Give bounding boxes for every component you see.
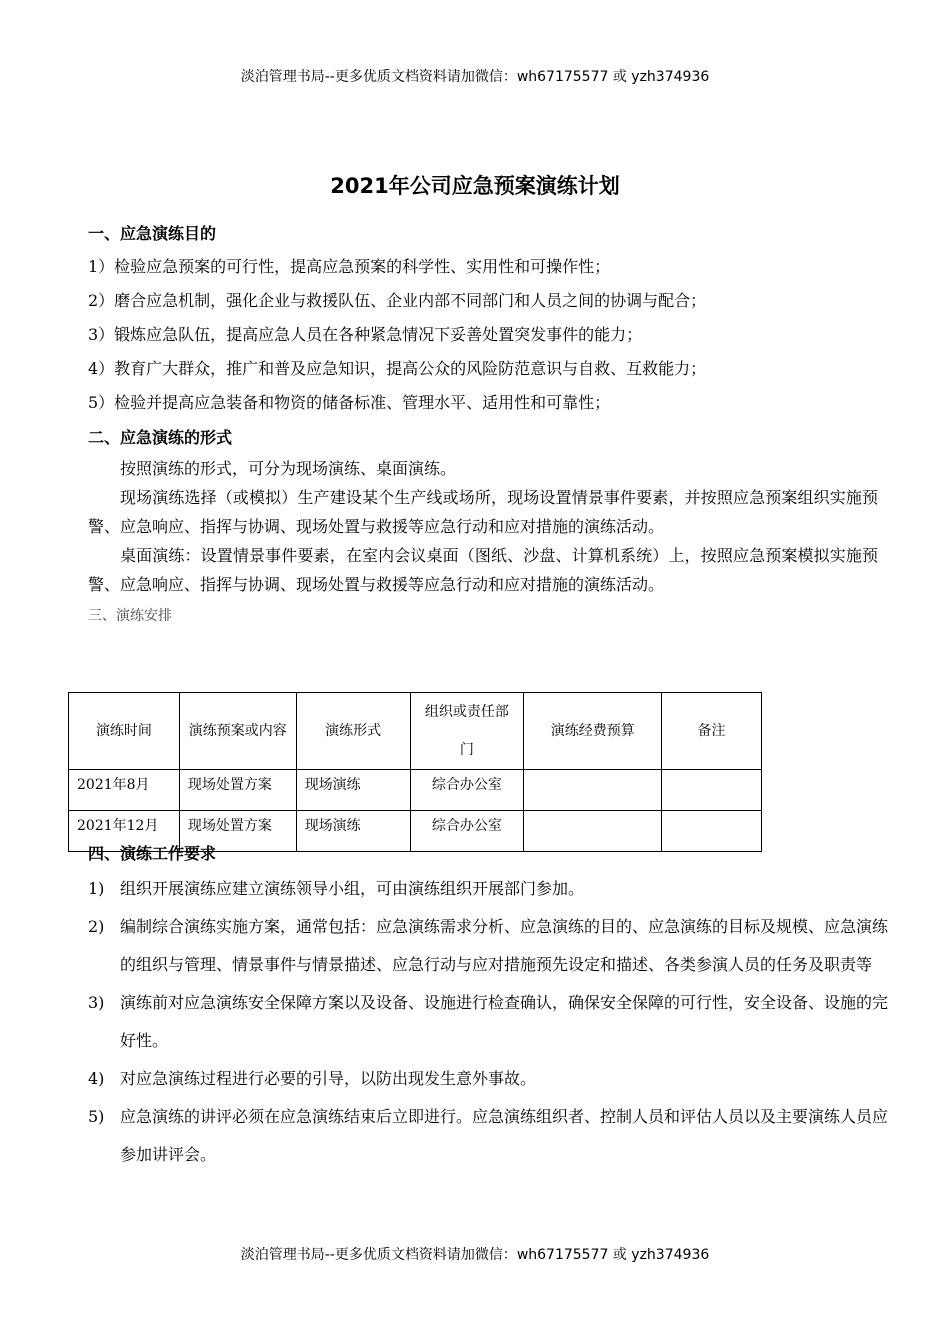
requirement-item <box>88 984 888 1060</box>
form-paragraph: 按照演练的形式，可分为现场演练、桌面演练。 <box>120 459 457 478</box>
table-cell: 现场处置方案 <box>179 770 296 811</box>
requirement-item <box>88 908 888 984</box>
table-cell <box>662 770 762 811</box>
section4-heading: 四、演练工作要求 <box>88 844 217 863</box>
requirement-item <box>88 1060 888 1098</box>
form-paragraph: 桌面演练：设置情景事件要素，在室内会议桌面（图纸、沙盘、计算机系统）上，按照应急预案模拟实施预警、应急响应、指挥与协调、现场处置与救援等应急行动和应对措施的演练活动。 <box>88 546 878 594</box>
section2-heading: 二、应急演练的形式 <box>88 428 233 447</box>
table-cell: 现场处置方案 <box>179 811 296 852</box>
arrangement-table <box>68 692 762 852</box>
requirement-number: 1) <box>88 879 105 898</box>
page-header: 淡泊管理书局--更多优质文档资料请加微信：wh67175577 或 yzh374936 <box>240 69 710 85</box>
page-footer: 淡泊管理书局--更多优质文档资料请加微信：wh67175577 或 yzh374936 <box>240 1247 710 1263</box>
requirements-section <box>88 838 888 1174</box>
section1-heading: 一、应急演练目的 <box>88 224 217 243</box>
table-header-cell: 演练时间 <box>69 693 180 770</box>
table-cell: 2021年8月 <box>69 770 180 811</box>
requirement-number: 2) <box>88 917 105 936</box>
table-header-cell: 组织或责任部门 <box>410 693 524 770</box>
table-cell: 综合办公室 <box>410 770 524 811</box>
table-cell: 综合办公室 <box>410 811 524 852</box>
purpose-item: 5）检验并提高应急装备和物资的储备标准、管理水平、适用性和可靠性； <box>88 393 611 412</box>
table-row <box>69 770 762 811</box>
purpose-item: 3）锻炼应急队伍，提高应急人员在各种紧急情况下妥善处置突发事件的能力； <box>88 325 643 344</box>
table-cell: 2021年12月 <box>69 811 180 852</box>
table-header-cell: 演练形式 <box>296 693 410 770</box>
table-header-cell: 演练预案或内容 <box>179 693 296 770</box>
requirement-item <box>88 870 888 908</box>
purpose-item: 2）磨合应急机制，强化企业与救援队伍、企业内部不同部门和人员之间的协调与配合； <box>88 291 707 310</box>
requirement-number: 5) <box>88 1107 105 1126</box>
document-body <box>88 218 878 631</box>
requirement-number: 3) <box>88 993 105 1012</box>
table-header-cell: 备注 <box>662 693 762 770</box>
table-header-cell: 演练经费预算 <box>524 693 662 770</box>
requirement-text: 演练前对应急演练安全保障方案以及设备、设施进行检查确认，确保安全保障的可行性，安全设备、设施的完好性。 <box>120 993 889 1050</box>
form-paragraph: 现场演练选择（或模拟）生产建设某个生产线或场所，现场设置情景事件要素，并按照应急预案组织实施预警、应急响应、指挥与协调、现场处置与救援等应急行动和应对措施的演练活动。 <box>88 488 878 536</box>
table-header-row <box>69 693 762 770</box>
document-title: 2021年公司应急预案演练计划 <box>330 174 620 198</box>
requirement-text: 应急演练的讲评必须在应急演练结束后立即进行。应急演练组织者、控制人员和评估人员以及主要演练人员应参加讲评会。 <box>120 1107 889 1164</box>
purpose-item: 4）教育广大群众，推广和普及应急知识，提高公众的风险防范意识与自救、互救能力； <box>88 359 707 378</box>
table-cell: 现场演练 <box>296 811 410 852</box>
requirement-item <box>88 1098 888 1174</box>
requirement-number: 4) <box>88 1069 105 1088</box>
requirement-text: 对应急演练过程进行必要的引导，以防出现发生意外事故。 <box>120 1069 537 1088</box>
table-cell <box>524 770 662 811</box>
requirement-text: 编制综合演练实施方案，通常包括：应急演练需求分析、应急演练的目的、应急演练的目标及规模、应急演练的组织与管理、情景事件与情景描述、应急行动与应对措施预先设定和描述、各类参演人员的任务及职责等 <box>120 917 889 974</box>
table-cell: 现场演练 <box>296 770 410 811</box>
requirement-text: 组织开展演练应建立演练领导小组，可由演练组织开展部门参加。 <box>120 879 585 898</box>
purpose-item: 1）检验应急预案的可行性，提高应急预案的科学性、实用性和可操作性； <box>88 257 611 276</box>
section3-heading: 三、演练安排 <box>88 608 172 624</box>
